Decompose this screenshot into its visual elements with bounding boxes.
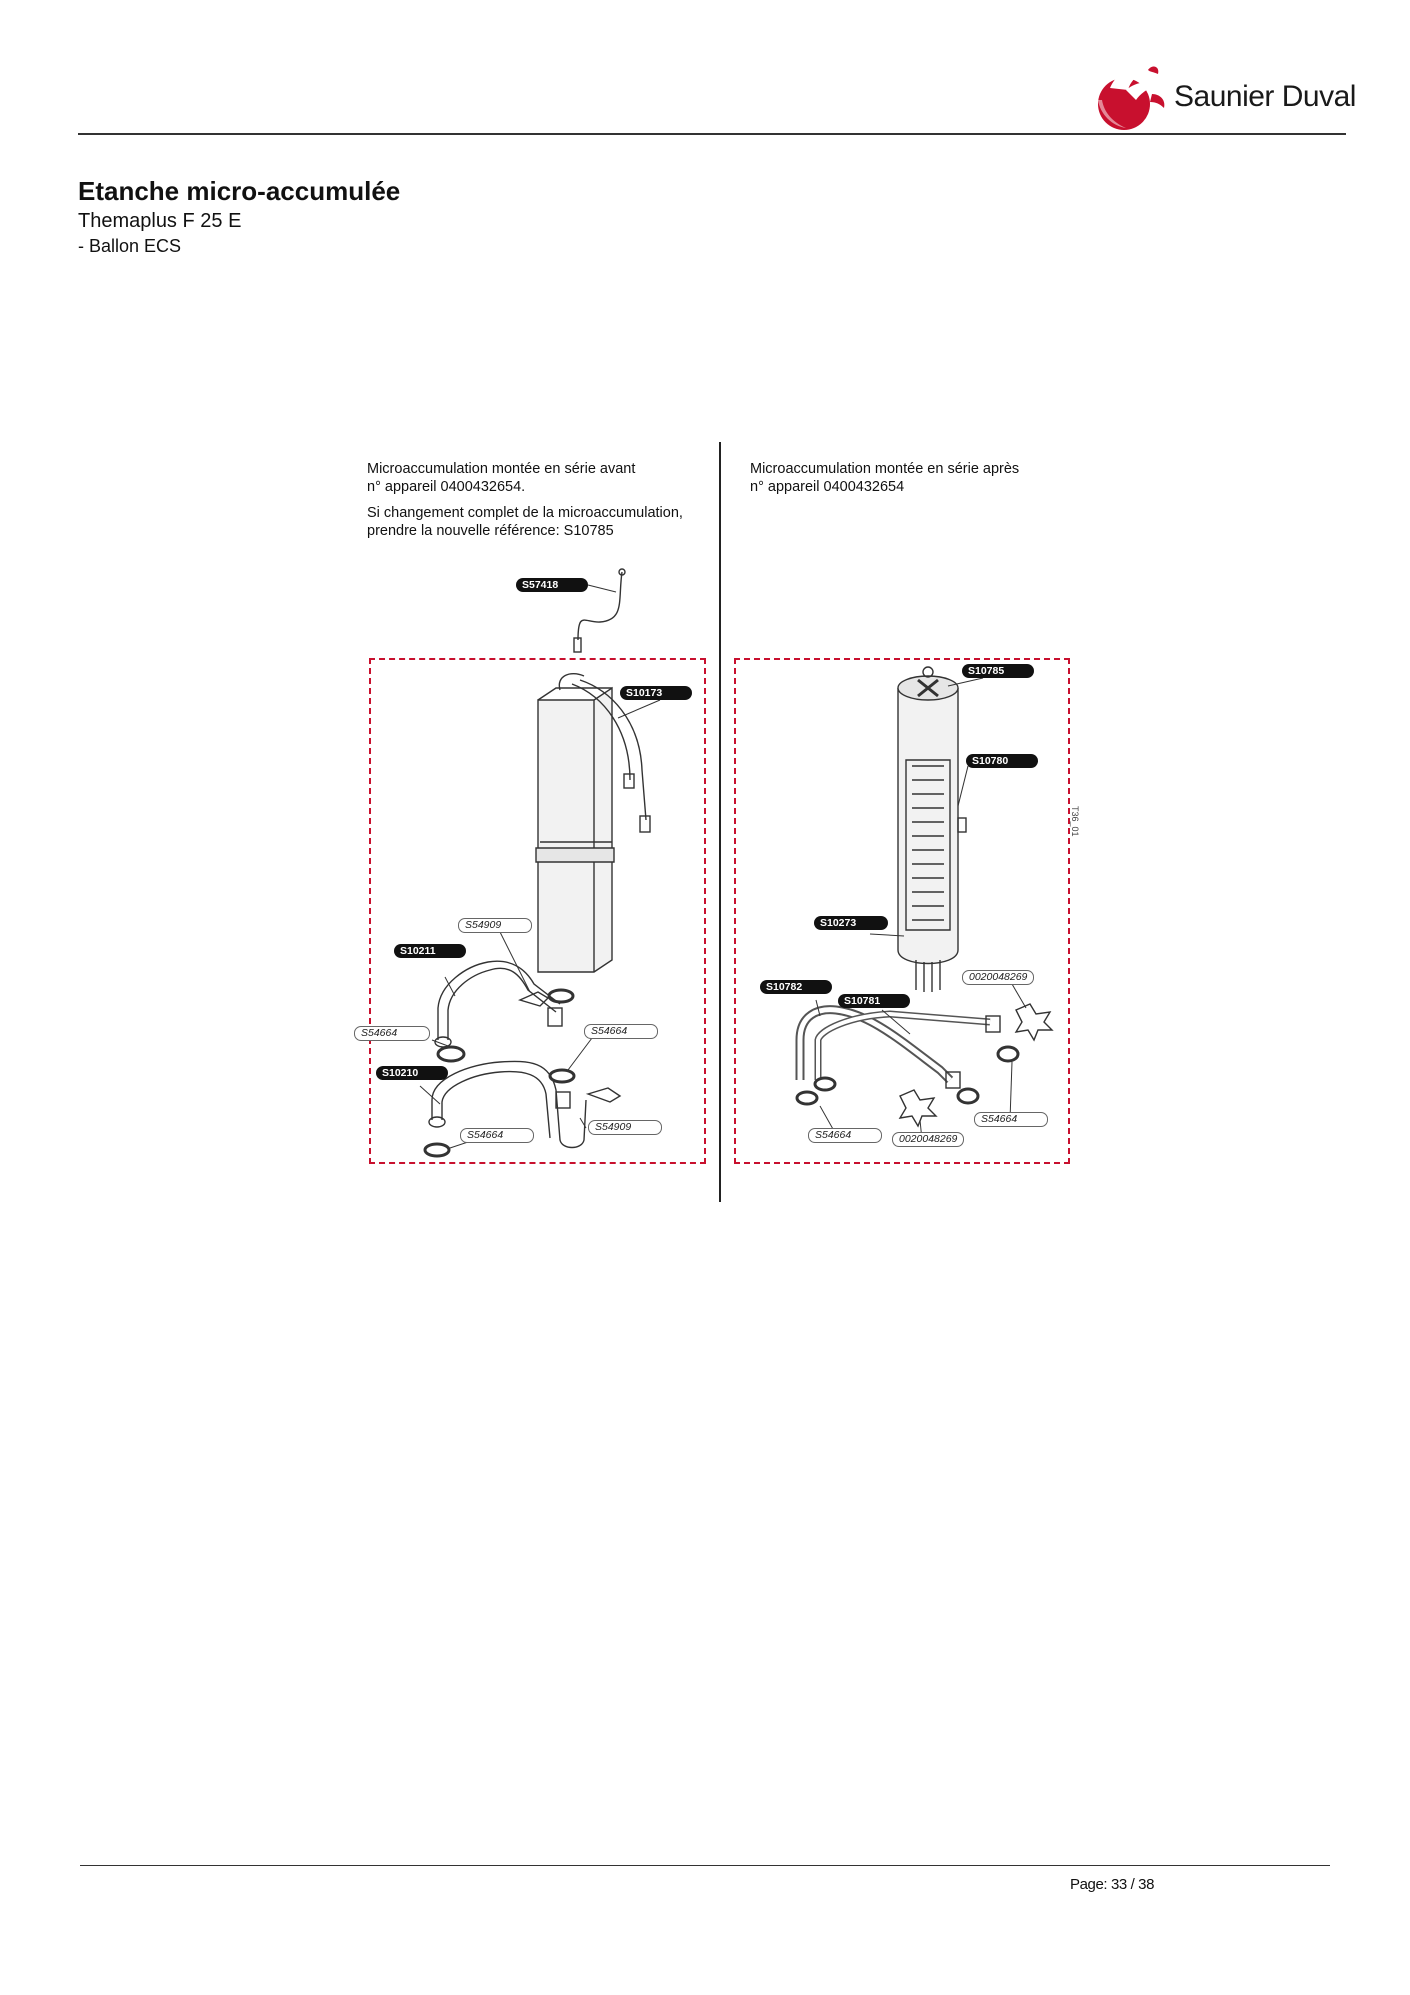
part-tag-s10785: S10785 — [962, 664, 1034, 678]
part-tag-s54664-right: S54664 — [584, 1024, 658, 1039]
part-tag-s54909-bottom: S54909 — [588, 1120, 662, 1135]
right-note-line-2: n° appareil 0400432654 — [750, 479, 905, 495]
left-note-line-1: Microaccumulation montée en série avant — [367, 461, 636, 477]
part-tag-0020048269-bottom: 0020048269 — [892, 1132, 964, 1147]
part-tag-s10780: S10780 — [966, 754, 1038, 768]
part-tag-s54664-right2: S54664 — [974, 1112, 1048, 1127]
part-tag-s54664-left: S54664 — [354, 1026, 430, 1041]
left-note-line-4: prendre la nouvelle référence: S10785 — [367, 523, 614, 539]
page-subtitle: Themaplus F 25 E — [78, 210, 242, 232]
footer-rule — [80, 1865, 1330, 1866]
part-tag-s10781: S10781 — [838, 994, 910, 1008]
right-note-line-1: Microaccumulation montée en série après — [750, 461, 1020, 477]
part-tag-s54664-bottom: S54664 — [460, 1128, 534, 1143]
part-tag-s10210: S10210 — [376, 1066, 448, 1080]
brand-name: Saunier Duval — [1174, 80, 1356, 113]
drawing-reference: T36_01 — [1070, 806, 1080, 837]
part-tag-s10173: S10173 — [620, 686, 692, 700]
part-tag-s54909-top: S54909 — [458, 918, 532, 933]
part-tag-s10273: S10273 — [814, 916, 888, 930]
part-tag-s54664-bottom2: S54664 — [808, 1128, 882, 1143]
left-note-line-3: Si changement complet de la microaccumulation, — [367, 505, 683, 521]
page-title: Etanche micro-accumulée — [78, 176, 401, 206]
page-number: Page: 33 / 38 — [1070, 1876, 1155, 1893]
part-tag-0020048269-top: 0020048269 — [962, 970, 1034, 985]
left-note-line-2: n° appareil 0400432654. — [367, 479, 526, 495]
section-label: - Ballon ECS — [78, 236, 182, 256]
part-tag-s10782: S10782 — [760, 980, 832, 994]
part-tag-s57418: S57418 — [516, 578, 588, 592]
part-tag-s10211: S10211 — [394, 944, 466, 958]
